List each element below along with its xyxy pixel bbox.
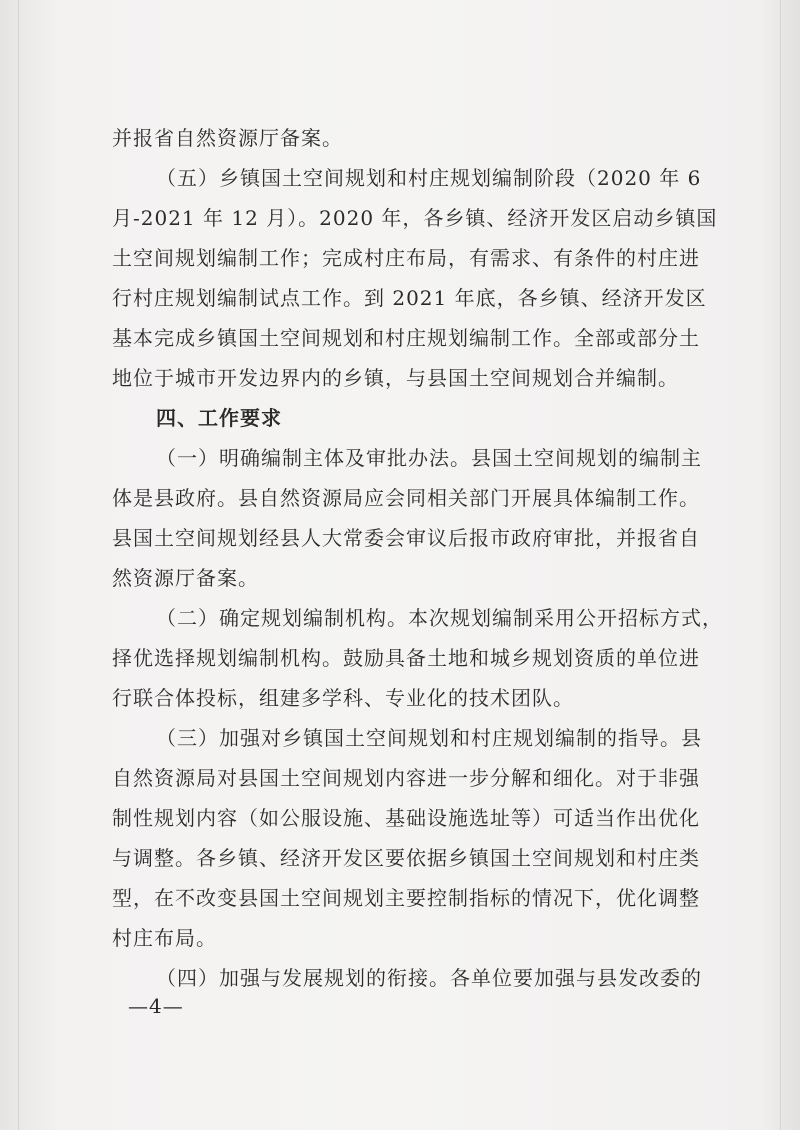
paragraph-line: （五）乡镇国土空间规划和村庄规划编制阶段（2020 年 6 [156,166,702,190]
paragraph-line: 土空间规划编制工作；完成村庄布局，有需求、有条件的村庄进 [112,246,700,270]
scan-edge-right [780,0,781,1130]
paragraph-line: （三）加强对乡镇国土空间规划和村庄规划编制的指导。县 [156,726,702,750]
paragraph-line: 县国土空间规划经县人大常委会审议后报市政府审批，并报省自 [112,526,700,550]
paragraph-line: 择优选择规划编制机构。鼓励具备土地和城乡规划资质的单位进 [112,646,700,670]
paragraph-line: 自然资源局对县国土空间规划内容进一步分解和细化。对于非强 [112,766,700,790]
paragraph-line: 行村庄规划编制试点工作。到 2021 年底，各乡镇、经济开发区 [112,286,707,310]
scan-edge-left [18,0,19,1130]
paragraph-line: 村庄布局。 [112,926,217,950]
paragraph-line: （二）确定规划编制机构。本次规划编制采用公开招标方式， [156,606,723,630]
paragraph-line: 并报省自然资源厅备案。 [112,126,343,150]
paragraph-line: 月-2021 年 12 月）。2020 年，各乡镇、经济开发区启动乡镇国 [112,206,718,230]
paragraph-line: （四）加强与发展规划的衔接。各单位要加强与县发改委的 [156,966,702,990]
paragraph-line: 地位于城市开发边界内的乡镇，与县国土空间规划合并编制。 [112,366,679,390]
paragraph-line: 制性规划内容（如公服设施、基础设施选址等）可适当作出优化 [112,806,700,830]
paragraph-line: 基本完成乡镇国土空间规划和村庄规划编制工作。全部或部分土 [112,326,700,350]
page-number: —4— [128,994,184,1018]
section-heading: 四、工作要求 [156,406,282,430]
document-body [112,118,722,998]
paragraph-line: 与调整。各乡镇、经济开发区要依据乡镇国土空间规划和村庄类 [112,846,700,870]
paragraph-line: 然资源厅备案。 [112,566,259,590]
paragraph-line: 型，在不改变县国土空间规划主要控制指标的情况下，优化调整 [112,886,700,910]
paragraph-line: 行联合体投标，组建多学科、专业化的技术团队。 [112,686,574,710]
paragraph-line: 体是县政府。县自然资源局应会同相关部门开展具体编制工作。 [112,486,700,510]
paragraph-line: （一）明确编制主体及审批办法。县国土空间规划的编制主 [156,446,702,470]
